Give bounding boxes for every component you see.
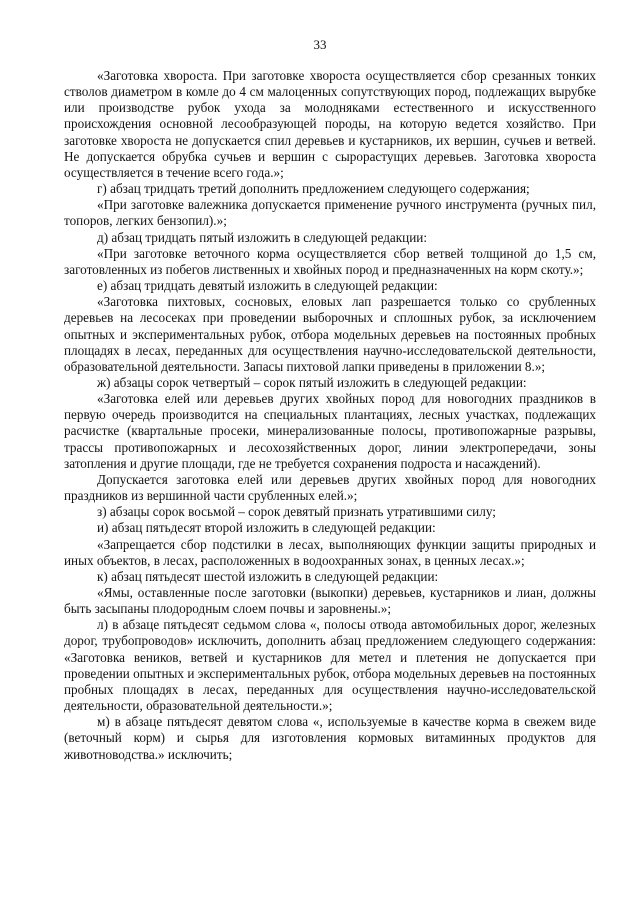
- paragraph: л) в абзаце пятьдесят седьмом слова «, полосы отвода автомобильных дорог, железных дорог, трубопроводов» исключить, дополнить абзац предложением следующего содержания: «Заготовка веников, ветвей и кустарников для метел и плетения не допускается при проведении опытных и экспериментальных рубок, отбора модельных деревьев на постоянных пробных площадях в лесах, переданных для осуществления научно-исследовательской деятельности, образовательной деятельности.»;: [64, 617, 596, 714]
- paragraph: ж) абзацы сорок четвертый – сорок пятый изложить в следующей редакции:: [97, 374, 527, 390]
- paragraph: «Заготовка пихтовых, сосновых, еловых лап разрешается только со срубленных деревьев на лесосеках при проведении выборочных и сплошных рубок, за исключением опытных и экспериментальных рубок, отбора модельных деревьев на постоянных пробных площадях в лесах, переданных для осуществления научно-исследовательской деятельности, образовательной деятельности. Запасы пихтовой лапки приведены в приложении 8.»;: [64, 294, 596, 374]
- paragraph: «При заготовке валежника допускается применение ручного инструмента (ручных пил, топоров, легких бензопил).»;: [64, 197, 596, 229]
- document-body: [64, 68, 596, 763]
- page-number: 33: [313, 37, 327, 52]
- paragraph: м) в абзаце пятьдесят девятом слова «, используемые в качестве корма в свежем виде (веточный корм) и сырья для изготовления кормовых витаминных продуктов для животноводства.» исключить;: [64, 714, 596, 762]
- paragraph: е) абзац тридцать девятый изложить в следующей редакции:: [97, 278, 438, 294]
- paragraph: «Заготовка хвороста. При заготовке хвороста осуществляется сбор срезанных тонких стволов диаметром в комле до 4 см малоценных сопутствующих пород, подлежащих вырубке или производстве рубок ухода за молодняками естественного и искусственного происхождения основной лесообразующей породы, на которую ведется хозяйство. При заготовке хвороста не допускается спил деревьев и кустарников, их вершин, сучьев и ветвей. Не допускается обрубка сучьев и вершин с сырорастущих деревьев. Заготовка хвороста осуществляется в течение всего года.»;: [64, 68, 596, 180]
- paragraph: «При заготовке веточного корма осуществляется сбор ветвей толщиной до 1,5 см, заготовленных из побегов лиственных и хвойных пород и предназначенных на корм скоту.»;: [64, 245, 596, 277]
- paragraph: «Заготовка елей или деревьев других хвойных пород для новогодних праздников в первую очередь производится на специальных плантациях, лесных участках, подлежащих расчистке (квартальные просеки, минерализованные полосы, противопожарные разрывы, трассы противопожарных и лесохозяйственных дорог, линии электропередачи, зоны затопления и другие площади, где не требуется сохранения подроста и насаждений).: [64, 391, 596, 471]
- paragraph: д) абзац тридцать пятый изложить в следующей редакции:: [97, 229, 427, 245]
- paragraph: «Ямы, оставленные после заготовки (выкопки) деревьев, кустарников и лиан, должны быть засыпаны плодородным слоем почвы и заровнены.»;: [64, 585, 596, 617]
- paragraph: «Запрещается сбор подстилки в лесах, выполняющих функции защиты природных и иных объектов, в лесах, расположенных в водоохранных зонах, в ценных лесах.»;: [64, 536, 596, 568]
- paragraph: г) абзац тридцать третий дополнить предложением следующего содержания;: [97, 181, 530, 197]
- paragraph: з) абзацы сорок восьмой – сорок девятый признать утратившими силу;: [97, 504, 496, 520]
- paragraph: и) абзац пятьдесят второй изложить в следующей редакции:: [97, 520, 436, 536]
- paragraph: Допускается заготовка елей или деревьев других хвойных пород для новогодних праздников из вершинной части срубленных елей.»;: [64, 471, 596, 504]
- paragraph: к) абзац пятьдесят шестой изложить в следующей редакции:: [97, 568, 439, 584]
